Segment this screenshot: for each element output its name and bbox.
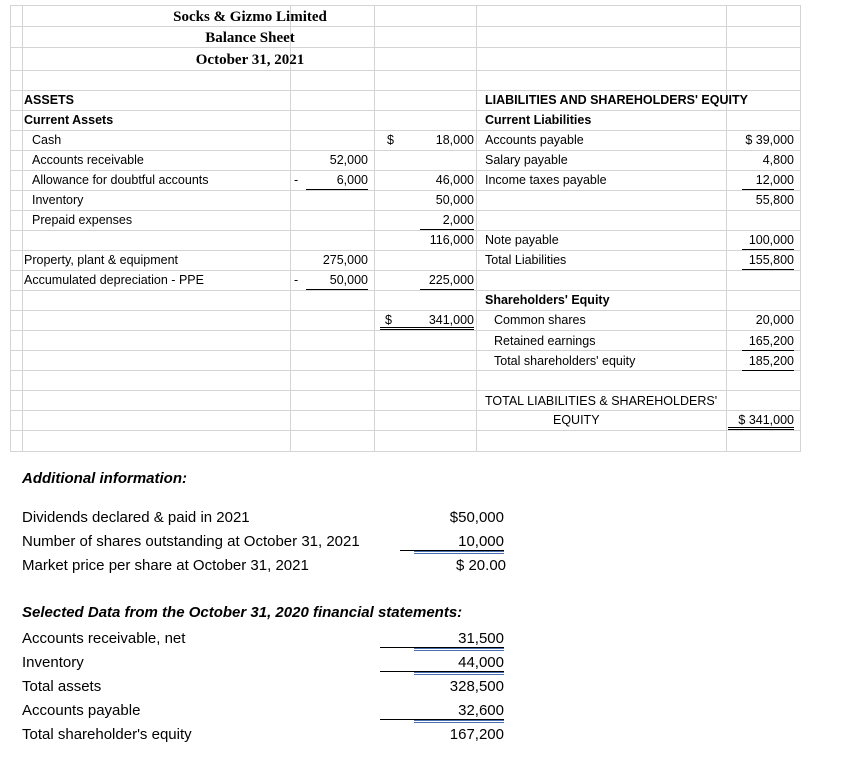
accumulated-depreciation-value: 50,000 [306, 270, 368, 290]
total-equity-value: 185,200 [742, 351, 794, 371]
note-payable-label: Note payable [485, 233, 559, 247]
shareholders-equity-heading: Shareholders' Equity [485, 293, 610, 307]
cash-label: Cash [32, 133, 62, 147]
market-price-value: $ 20.00 [455, 557, 506, 574]
current-liabilities-heading: Current Liabilities [485, 113, 592, 127]
additional-info-heading: Additional information: [22, 470, 187, 487]
prior-ap-label: Accounts payable [22, 702, 141, 719]
total-equity-label: Total shareholders' equity [494, 354, 636, 368]
ppe-label: Property, plant & equipment [24, 253, 179, 267]
dividends-label: Dividends declared & paid in 2021 [22, 509, 250, 526]
cash-value: 18,000 [435, 133, 474, 147]
grand-total-label-line1: TOTAL LIABILITIES & SHAREHOLDERS' [485, 394, 718, 408]
accumulated-depreciation-label: Accumulated depreciation - PPE [24, 273, 204, 287]
statement-date: October 31, 2021 [195, 52, 305, 68]
dividends-value: $50,000 [449, 509, 504, 526]
shares-outstanding-value: 10,000 [414, 531, 504, 554]
current-liabilities-total: 55,800 [755, 193, 794, 207]
prior-ar-label: Accounts receivable, net [22, 630, 186, 647]
prepaid-label: Prepaid expenses [32, 213, 133, 227]
salary-payable-value: 4,800 [762, 153, 794, 167]
accounts-payable-label: Accounts payable [485, 133, 584, 147]
common-shares-value: 20,000 [755, 313, 794, 327]
assets-heading: ASSETS [24, 93, 75, 107]
statement-title: Balance Sheet [205, 30, 295, 46]
market-price-label: Market price per share at October 31, 2021 [22, 557, 309, 574]
allowance-value: 6,000 [306, 170, 368, 190]
total-assets-dollar-sign: $ [385, 313, 392, 327]
grand-total-label-line2: EQUITY [553, 413, 600, 427]
allowance-label: Allowance for doubtful accounts [32, 173, 209, 187]
current-assets-total: 116,000 [429, 233, 474, 247]
total-liabilities-label: Total Liabilities [485, 253, 567, 267]
accounts-payable-value: $ 39,000 [745, 133, 794, 147]
retained-earnings-value: 165,200 [742, 331, 794, 351]
prepaid-value: 2,000 [420, 210, 474, 230]
total-liabilities-value: 155,800 [742, 250, 794, 270]
salary-payable-label: Salary payable [485, 153, 568, 167]
income-taxes-value: 12,000 [742, 170, 794, 190]
total-assets-value: 341,000 [380, 310, 474, 330]
retained-earnings-label: Retained earnings [494, 334, 596, 348]
current-assets-heading: Current Assets [24, 113, 114, 127]
shares-outstanding-label: Number of shares outstanding at October 31, 2021 [22, 533, 360, 550]
prior-ar-value: 31,500 [414, 628, 504, 651]
liabilities-heading: LIABILITIES AND SHAREHOLDERS' EQUITY [485, 93, 748, 107]
cash-dollar-sign: $ [387, 133, 394, 147]
prior-year-heading: Selected Data from the October 31, 2020 financial statements: [22, 604, 463, 621]
prior-total-assets-label: Total assets [22, 678, 102, 695]
net-ppe-value: 225,000 [420, 270, 474, 290]
prior-inventory-value: 44,000 [414, 652, 504, 675]
inventory-label: Inventory [32, 193, 84, 207]
prior-ap-value: 32,600 [414, 700, 504, 723]
income-taxes-label: Income taxes payable [485, 173, 607, 187]
ppe-value: 275,000 [322, 253, 368, 267]
accounts-receivable-label: Accounts receivable [32, 153, 144, 167]
prior-equity-value: 167,200 [449, 726, 504, 743]
grand-total-value: $ 341,000 [728, 410, 794, 430]
accounts-receivable-value: 52,000 [329, 153, 368, 167]
prior-equity-label: Total shareholder's equity [22, 726, 192, 743]
prior-total-assets-value: 328,500 [449, 678, 504, 695]
company-name: Socks & Gizmo Limited [173, 9, 327, 25]
accumulated-depreciation-minus: - [294, 273, 299, 287]
allowance-minus: - [294, 173, 299, 187]
prior-inventory-label: Inventory [22, 654, 84, 671]
net-receivable-value: 46,000 [435, 173, 474, 187]
note-payable-value: 100,000 [742, 230, 794, 250]
inventory-value: 50,000 [435, 193, 474, 207]
common-shares-label: Common shares [494, 313, 586, 327]
